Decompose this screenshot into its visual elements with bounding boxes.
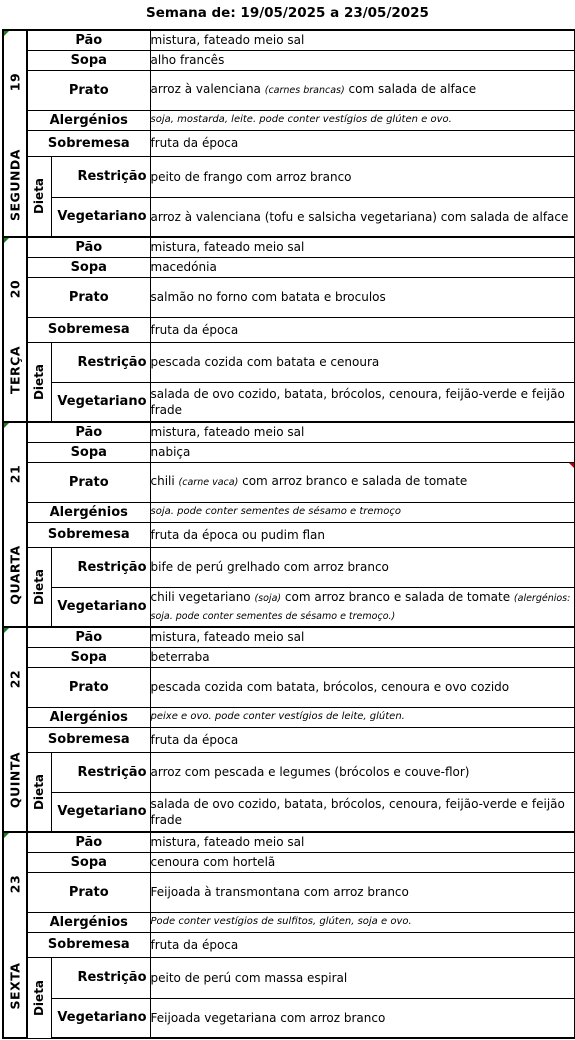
value-pao [150,30,574,50]
row-label-sobremesa [27,932,150,957]
day-name-text: SEXTA [7,962,23,1010]
row-label-text: Prato [68,884,109,900]
row-label-alergenios [27,110,150,130]
sopa-text: macedónia [150,260,217,274]
vegetariano-text: salada de ovo cozido, batata, brócolos, cenoura, feijão-verde e feijão frade [150,386,565,417]
row-label-text: Prato [68,474,109,490]
dieta-text: Dieta [32,178,47,215]
menu-row-sopa [3,257,574,277]
value-restricao [150,752,574,792]
menu-row-alergenios [3,110,574,130]
row-label-vegetariano [51,792,150,832]
day-number-text: 22 [7,669,23,689]
value-alergenios [150,707,574,727]
row-label-text: Restrição [77,559,147,575]
week-title: Semana de: 19/05/2025 a 23/05/2025 [146,5,429,21]
prato-text: salmão no forno com batata e broculos [150,290,386,304]
menu-row-sobremesa [3,932,574,957]
menu-row-prato [3,667,574,707]
row-label-sobremesa [27,317,150,342]
menu-row-restricao [3,342,574,382]
vegetariano-text: chili vegetariano [150,589,255,604]
prato-text-cont: com arroz branco e salada de tomate [238,474,468,488]
sobremesa-text: fruta da época ou pudim flan [150,527,326,542]
row-label-text: Alergénios [49,914,128,930]
restricao-text: pescada cozida com batata e cenoura [150,355,380,369]
row-label-text: Alergénios [49,112,128,128]
dieta-label [27,342,51,422]
day-column [3,832,27,1038]
value-pao [150,422,574,442]
value-prato [150,462,574,502]
row-label-prato [27,462,150,502]
menu-row-sopa [3,50,574,70]
row-label-text: Sopa [70,444,107,460]
row-label-restricao [51,957,150,998]
sopa-text: cenoura com hortelã [150,855,276,869]
restricao-text: bife de perú grelhado com arroz branco [150,560,389,574]
menu-row-prato [3,70,574,110]
value-sopa [150,257,574,277]
row-label-sopa [27,257,150,277]
row-label-vegetariano [51,197,150,237]
sobremesa-text: fruta da época [150,136,239,150]
row-label-restricao [51,547,150,587]
row-label-vegetariano [51,998,150,1038]
row-label-text: Restrição [77,354,147,370]
row-label-text: Sobremesa [47,527,130,542]
vegetariano-text: salada de ovo cozido, batata, brócolos, cenoura, feijão-verde e feijão frade [150,796,565,827]
menu-row-sobremesa [3,130,574,156]
pao-text: mistura, fateado meio sal [150,240,305,255]
day-column [3,627,27,832]
day-name [4,530,26,620]
row-label-text: Alergénios [49,709,128,725]
value-restricao [150,957,574,998]
value-restricao [150,342,574,382]
row-label-prato [27,70,150,110]
day-number [4,869,26,899]
value-sobremesa [150,727,574,752]
row-label-text: Restrição [77,970,147,985]
value-sobremesa [150,317,574,342]
value-vegetariano [150,382,574,422]
day-name-text: SEGUNDA [7,149,23,221]
row-label-text: Sopa [70,854,107,870]
row-label-restricao [51,752,150,792]
alergenios-text: peixe e ovo. pode conter vestígios de leite, glúten. [150,711,405,722]
value-sobremesa [150,130,574,156]
day-number-text: 20 [7,279,23,299]
row-label-sopa [27,647,150,667]
menu-row-restricao [3,752,574,792]
value-sobremesa [150,522,574,547]
row-label-text: Sopa [70,259,107,275]
row-label-pao [27,237,150,257]
day-number-text: 23 [7,874,23,894]
menu-row-prato [3,462,574,502]
prato-note: (carne vaca) [178,477,239,488]
row-label-restricao [51,156,150,197]
row-label-alergenios [27,912,150,932]
value-pao [150,237,574,257]
row-label-sopa [27,442,150,462]
row-label-pao [27,422,150,442]
day-column [3,30,27,237]
prato-note: (carnes brancas) [264,85,345,96]
row-label-vegetariano [51,382,150,422]
row-label-text: Pão [75,32,103,48]
menu-row-sobremesa [3,317,574,342]
pao-text: mistura, fateado meio sal [150,835,305,850]
day-name [4,140,26,230]
vegetariano-text-cont: com arroz branco e salada de tomate [281,589,514,604]
vegetariano-text: arroz à valenciana (tofu e salsicha vegetariana) com salada de alface [150,209,569,224]
value-prato [150,277,574,317]
row-label-text: Vegetariano [57,1010,147,1026]
value-prato [150,872,574,912]
row-label-text: Pão [75,239,103,255]
row-label-alergenios [27,707,150,727]
prato-text: pescada cozida com batata, brócolos, cenoura e ovo cozido [150,680,510,694]
row-label-text: Restrição [77,764,147,780]
day-name [4,941,26,1031]
value-restricao [150,156,574,197]
row-label-prato [27,277,150,317]
weekly-menu-table [2,29,575,1039]
day-name [4,325,26,415]
row-label-text: Prato [68,679,109,695]
row-label-text: Pão [75,424,103,440]
menu-row-vegetariano [3,998,574,1038]
sobremesa-text: fruta da época [150,937,239,952]
menu-row-sopa [3,647,574,667]
sopa-text: beterraba [150,650,210,664]
value-prato [150,70,574,110]
vegetariano-text: Feijoada vegetariana com arroz branco [150,1010,386,1025]
menu-row-pao [3,422,574,442]
menu-row-alergenios [3,912,574,932]
menu-row-prato [3,277,574,317]
restricao-text: peito de perú com massa espiral [150,970,348,985]
sobremesa-text: fruta da época [150,732,239,747]
dieta-label [27,156,51,237]
dieta-label [27,957,51,1038]
sopa-text: alho francês [150,53,225,67]
menu-row-restricao [3,957,574,998]
row-label-restricao [51,342,150,382]
menu-row-restricao [3,156,574,197]
row-label-alergenios [27,502,150,522]
dieta-label [27,547,51,627]
menu-row-sobremesa [3,727,574,752]
row-label-text: Restrição [77,169,147,184]
menu-row-pao [3,237,574,257]
row-label-text: Alergénios [49,504,128,520]
prato-text-cont: com salada de alface [344,82,477,96]
value-sopa [150,852,574,872]
value-alergenios [150,912,574,932]
row-label-text: Sopa [70,649,107,665]
menu-row-alergenios [3,707,574,727]
menu-row-sopa [3,442,574,462]
menu-row-alergenios [3,502,574,522]
pao-text: mistura, fateado meio sal [150,425,305,440]
menu-row-vegetariano [3,382,574,422]
day-column [3,422,27,627]
prato-text: chili [150,474,179,488]
dieta-text: Dieta [32,363,47,400]
restricao-text: arroz com pescada e legumes (brócolos e couve-flor) [150,765,470,779]
row-label-text: Vegetariano [57,804,147,820]
row-label-text: Sobremesa [47,937,130,952]
row-label-pao [27,627,150,647]
row-label-prato [27,667,150,707]
row-label-pao [27,832,150,852]
alergenios-text: Pode conter vestígios de sulfitos, glúten, soja e ovo. [150,916,412,927]
day-name [4,735,26,825]
restricao-text: peito de frango com arroz branco [150,169,352,184]
row-label-text: Sopa [70,52,107,68]
vegetariano-note: (soja) [254,592,282,604]
value-sopa [150,442,574,462]
row-label-text: Vegetariano [57,394,147,410]
menu-row-pao [3,627,574,647]
comment-marker [569,463,574,468]
sobremesa-text: fruta da época [150,322,239,337]
value-pao [150,627,574,647]
alergenios-text: soja, mostarda, leite. pode conter vestígios de glúten e ovo. [150,114,452,125]
value-alergenios [150,502,574,522]
row-label-sobremesa [27,727,150,752]
menu-row-restricao [3,547,574,587]
menu-row-pao [3,832,574,852]
row-label-sopa [27,852,150,872]
day-column [3,237,27,422]
row-label-vegetariano [51,587,150,627]
pao-text: mistura, fateado meio sal [150,33,305,48]
value-vegetariano [150,998,574,1038]
row-label-text: Prato [68,289,109,305]
value-alergenios [150,110,574,130]
value-vegetariano [150,197,574,237]
row-label-text: Vegetariano [57,209,147,225]
value-restricao [150,547,574,587]
row-label-sobremesa [27,130,150,156]
day-number-text: 19 [7,72,23,92]
sopa-text: nabiça [150,445,191,459]
dieta-label [27,752,51,832]
day-number [4,459,26,489]
day-name-text: QUINTA [7,751,23,809]
menu-row-vegetariano [3,587,574,627]
menu-row-sobremesa [3,522,574,547]
day-number-text: 21 [7,464,23,484]
value-prato [150,667,574,707]
prato-text: Feijoada à transmontana com arroz branco [150,885,409,899]
row-label-text: Pão [75,629,103,645]
row-label-text: Vegetariano [57,599,147,615]
value-sopa [150,647,574,667]
dieta-text: Dieta [32,773,47,810]
row-label-text: Sobremesa [47,732,130,747]
day-name-text: QUARTA [7,545,23,605]
row-label-sobremesa [27,522,150,547]
menu-row-pao [3,30,574,50]
day-number [4,664,26,694]
menu-row-sopa [3,852,574,872]
row-label-pao [27,30,150,50]
value-sopa [150,50,574,70]
menu-row-prato [3,872,574,912]
prato-text: arroz à valenciana [150,82,265,96]
dieta-text: Dieta [32,979,47,1016]
menu-row-vegetariano [3,197,574,237]
value-sobremesa [150,932,574,957]
row-label-text: Prato [68,82,109,98]
value-pao [150,832,574,852]
day-name-text: TERÇA [7,345,23,395]
pao-text: mistura, fateado meio sal [150,630,305,645]
menu-row-vegetariano [3,792,574,832]
row-label-text: Sobremesa [47,135,130,151]
row-label-prato [27,872,150,912]
alergenios-text: soja. pode conter sementes de sésamo e tremoço [150,506,402,517]
value-vegetariano [150,792,574,832]
day-number [4,67,26,97]
row-label-text: Pão [75,834,103,850]
vegetariano-allergen-note: (alergénios: soja. pode conter sementes de sésamo e tremoço.) [150,592,571,622]
value-vegetariano [150,587,574,627]
row-label-text: Sobremesa [47,322,130,337]
day-number [4,274,26,304]
row-label-sopa [27,50,150,70]
dieta-text: Dieta [32,568,47,605]
